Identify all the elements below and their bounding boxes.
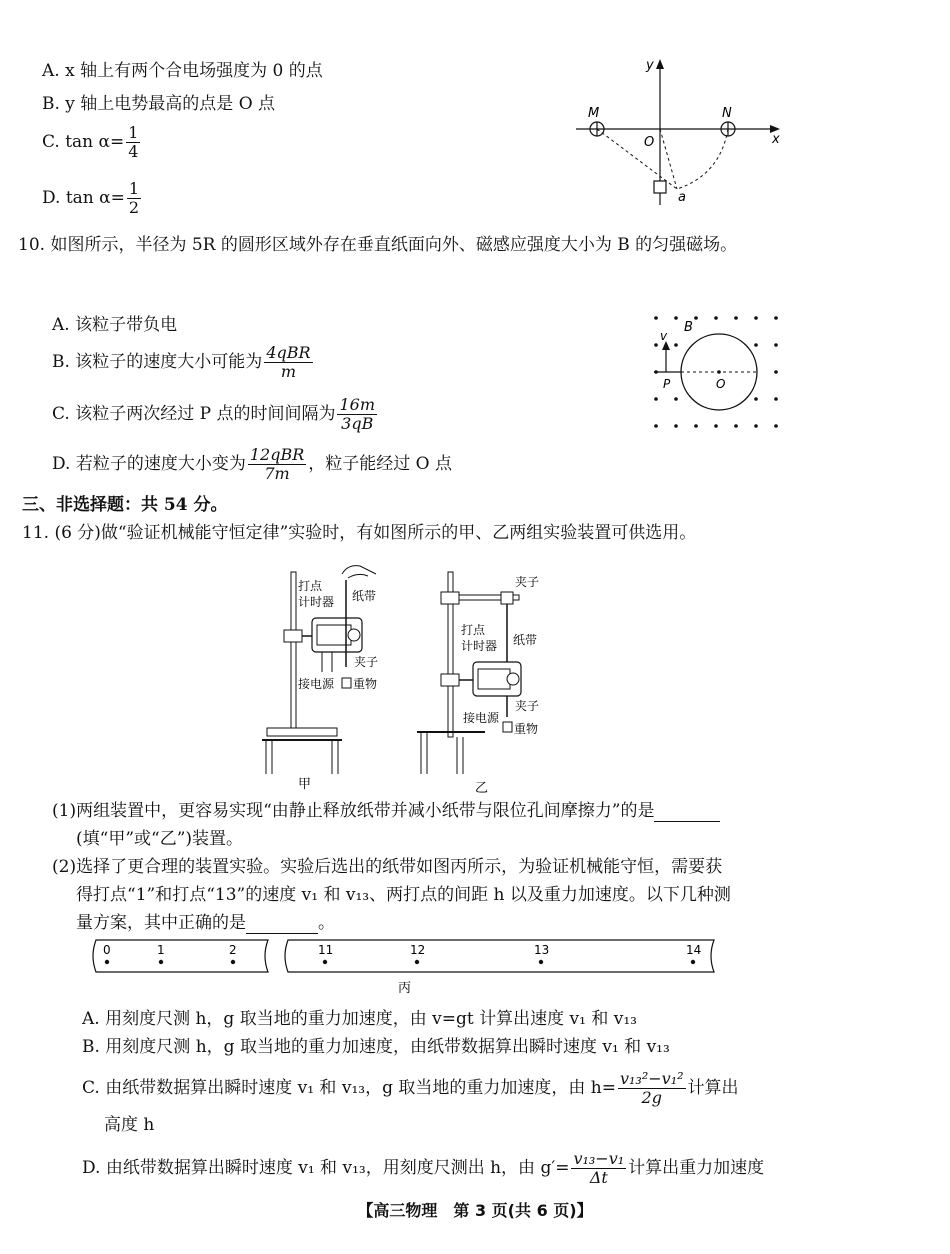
q10-c-num: 16m (339, 395, 375, 414)
q10-b-num: 4qBR (266, 343, 311, 362)
q9-dash-arc (677, 129, 728, 189)
q10-label-v: v (660, 329, 668, 343)
q9-label-y: y (646, 58, 654, 73)
jia-caption: 甲 (298, 777, 312, 792)
tape-dot-2 (231, 960, 235, 964)
jia-hand (342, 566, 376, 578)
q10-c-den: 3qB (341, 414, 374, 433)
tape-label-12: 12 (410, 943, 426, 957)
q10-field-dot (654, 397, 658, 401)
apparatus-jia (262, 552, 402, 797)
tape-dot-14 (691, 960, 695, 964)
q10-option-d-suffix: ，粒子能经过 O 点 (308, 454, 452, 474)
tape-dot-1 (159, 960, 163, 964)
tape-caption: 丙 (398, 981, 412, 996)
q11-option-c-fraction (618, 1070, 686, 1107)
q10-field-dot (774, 370, 778, 374)
yi-power-label: 接电源 (463, 711, 500, 725)
jia-tape-label: 纸带 (352, 589, 377, 603)
q10-field-dot (774, 397, 778, 401)
q10-field-dot (754, 424, 758, 428)
q11-c-num: v₁₃²−v₁² (619, 1069, 684, 1088)
q10-field-dot (754, 316, 758, 320)
q11-option-d-suffix: 计算出重力加速度 (628, 1158, 765, 1178)
q10-field-dot (754, 343, 758, 347)
yi-top-clamp (441, 592, 459, 604)
q11-part2-text: 量方案，其中正确的是 (76, 913, 246, 933)
q9-option-c-prefix: C. tan α= (42, 132, 125, 152)
q9-label-o: O (644, 135, 655, 150)
q11-option-d-fraction (571, 1150, 626, 1187)
yi-wheel (507, 673, 519, 685)
jia-wheel (348, 629, 360, 641)
jia-base (267, 728, 337, 736)
q10-field-dot (674, 343, 678, 347)
q10-field-dot (674, 397, 678, 401)
q9-option-c-fraction (126, 124, 140, 161)
tape-dot-13 (539, 960, 543, 964)
q9-label-m: M (588, 106, 600, 121)
q9-option-d-fraction (127, 180, 141, 217)
q11-part1-line1 (52, 800, 720, 822)
yi-top-clip-label: 夹子 (515, 575, 540, 589)
q11-option-c-prefix: C. 由纸带数据算出瞬时速度 v₁ 和 v₁₃，g 取当地的重力加速度，由 h= (82, 1078, 616, 1098)
yi-timer-inner (478, 669, 510, 689)
q10-center-dot (717, 370, 721, 374)
q10-option-b (52, 344, 315, 381)
q11-part2-end: 。 (318, 913, 335, 933)
q9-c-den: 4 (128, 142, 139, 161)
tape-label-11: 11 (318, 943, 334, 957)
q11-option-a: A. 用刻度尺测 h，g 取当地的重力加速度，由 v=gt 计算出速度 v₁ 和 v₁₃ (82, 1009, 637, 1029)
q10-field-dot (774, 316, 778, 320)
q11-part2-line3 (76, 912, 335, 934)
q11-c-den: 2g (641, 1088, 662, 1107)
q9-option-c (42, 124, 142, 161)
page-footer: 【高三物理 第 3 页(共 6 页)】 (357, 1201, 593, 1220)
yi-caption: 乙 (475, 781, 489, 796)
jia-timer-label-2: 计时器 (298, 595, 335, 609)
q9-label-a: a (678, 190, 686, 205)
q9-option-a: A. x 轴上有两个合电场强度为 0 的点 (42, 61, 323, 81)
q11-stem: 11. (6 分)做“验证机械能守恒定律”实验时，有如图所示的甲、乙两组实验装置可供选用。 (22, 523, 697, 543)
tape-segment-left (93, 940, 268, 972)
q9-option-d (42, 180, 143, 217)
q10-field-dot (774, 343, 778, 347)
q9-dash-o-a (660, 129, 677, 189)
q10-option-c-fraction (337, 396, 377, 433)
q10-option-c-prefix: C. 该粒子两次经过 P 点的时间间隔为 (52, 404, 336, 424)
q11-option-c-suffix: 计算出 (687, 1078, 739, 1098)
jia-power-label: 接电源 (298, 677, 335, 691)
jia-timer-label-1: 打点 (298, 579, 323, 593)
tape-dot-0 (105, 960, 109, 964)
q10-option-d (52, 446, 452, 483)
q10-field-dot (774, 424, 778, 428)
q10-field-dot (734, 316, 738, 320)
q10-label-b: B (684, 320, 693, 335)
q10-option-a: A. 该粒子带负电 (52, 315, 178, 335)
q11-option-c-line2: 高度 h (104, 1115, 155, 1135)
q10-label-o: O (716, 377, 726, 391)
q10-field-dot (714, 316, 718, 320)
q10-field-dot (654, 316, 658, 320)
yi-timer-label-1: 打点 (461, 623, 486, 637)
tape-dot-12 (415, 960, 419, 964)
q9-option-b: B. y 轴上电势最高的点是 O 点 (42, 94, 276, 114)
q10-option-d-fraction (248, 446, 306, 483)
q11-part1-line2: (填“甲”或“乙”)装置。 (76, 829, 244, 849)
q9-label-n: N (722, 106, 732, 121)
q11-part1-blank[interactable] (654, 803, 720, 822)
q11-part2-line2: 得打点“1”和打点“13”的速度 v₁ 和 v₁₃、两打点的间距 h 以及重力加速度。以下几种测 (76, 885, 731, 905)
q11-part2-blank[interactable] (246, 915, 318, 934)
q9-figure (570, 55, 810, 215)
q10-field-dot (654, 343, 658, 347)
q9-y-arrow (656, 59, 664, 69)
apparatus-yi (415, 552, 575, 797)
q11-d-num: v₁₃−v₁ (573, 1149, 625, 1168)
q11-part2-line1: (2)选择了更合理的装置实验。实验后选出的纸带如图丙所示，为验证机械能守恒，需要获 (52, 857, 723, 877)
tape-label-14: 14 (686, 943, 702, 957)
q10-field-dot (694, 316, 698, 320)
jia-rod (291, 572, 296, 732)
yi-weight (503, 722, 512, 732)
q9-c-num: 1 (128, 123, 139, 142)
jia-clip-label: 夹子 (354, 655, 379, 669)
q10-field-dot (714, 424, 718, 428)
q10-field-dot (654, 424, 658, 428)
q10-stem: 10. 如图所示，半径为 5R 的圆形区域外存在垂直纸面向外、磁感应强度大小为 B 的匀强磁场。 (18, 235, 738, 255)
q10-field-dot (754, 397, 758, 401)
q11-option-d (82, 1150, 764, 1187)
jia-weight-label: 重物 (353, 677, 378, 691)
yi-clip-label: 夹子 (515, 699, 540, 713)
q10-option-b-prefix: B. 该粒子的速度大小可能为 (52, 352, 263, 372)
paper-tape (82, 936, 732, 994)
tape-dot-11 (323, 960, 327, 964)
yi-timer-label-2: 计时器 (461, 639, 498, 653)
q9-box (654, 181, 666, 193)
yi-weight-label: 重物 (514, 722, 539, 736)
q10-option-b-fraction (264, 344, 312, 381)
tape-segment-right (285, 940, 714, 972)
jia-weight (342, 678, 351, 688)
tape-label-13: 13 (534, 943, 550, 957)
tape-label-0: 0 (103, 943, 111, 957)
q10-option-c (52, 396, 379, 433)
q9-d-den: 2 (128, 198, 140, 217)
section-three-title: 三、非选择题：共 54 分。 (22, 495, 228, 515)
yi-top-clip (501, 592, 513, 604)
q10-b-den: m (280, 362, 297, 381)
q9-dash-m-a (597, 129, 677, 189)
tape-label-1: 1 (157, 943, 165, 957)
q10-d-den: 7m (264, 464, 290, 483)
q9-d-num: 1 (128, 179, 140, 198)
q10-field-dot (694, 424, 698, 428)
q11-option-c (82, 1070, 739, 1107)
q11-option-b: B. 用刻度尺测 h，g 取当地的重力加速度，由纸带数据算出瞬时速度 v₁ 和 v₁₃ (82, 1037, 670, 1057)
q11-part1-text: (1)两组装置中，更容易实现“由静止释放纸带并减小纸带与限位孔间摩擦力”的是 (52, 801, 655, 821)
yi-tape-label: 纸带 (513, 633, 538, 647)
q9-label-x: x (772, 132, 780, 147)
yi-mid-clamp (441, 674, 459, 686)
jia-clamp-block (284, 630, 302, 642)
q10-field-dot (734, 424, 738, 428)
q11-d-den: Δt (589, 1168, 608, 1187)
q10-field-dot (674, 316, 678, 320)
q10-option-d-prefix: D. 若粒子的速度大小变为 (52, 454, 246, 474)
tape-label-2: 2 (229, 943, 237, 957)
tape-marks (103, 943, 701, 964)
q10-figure (648, 310, 788, 435)
q11-option-d-prefix: D. 由纸带数据算出瞬时速度 v₁ 和 v₁₃，用刻度尺测出 h，由 g′= (82, 1158, 570, 1178)
q10-d-num: 12qBR (249, 445, 305, 464)
q10-field-dot (674, 424, 678, 428)
q9-option-d-prefix: D. tan α= (42, 188, 125, 208)
q10-label-p: P (663, 377, 671, 391)
